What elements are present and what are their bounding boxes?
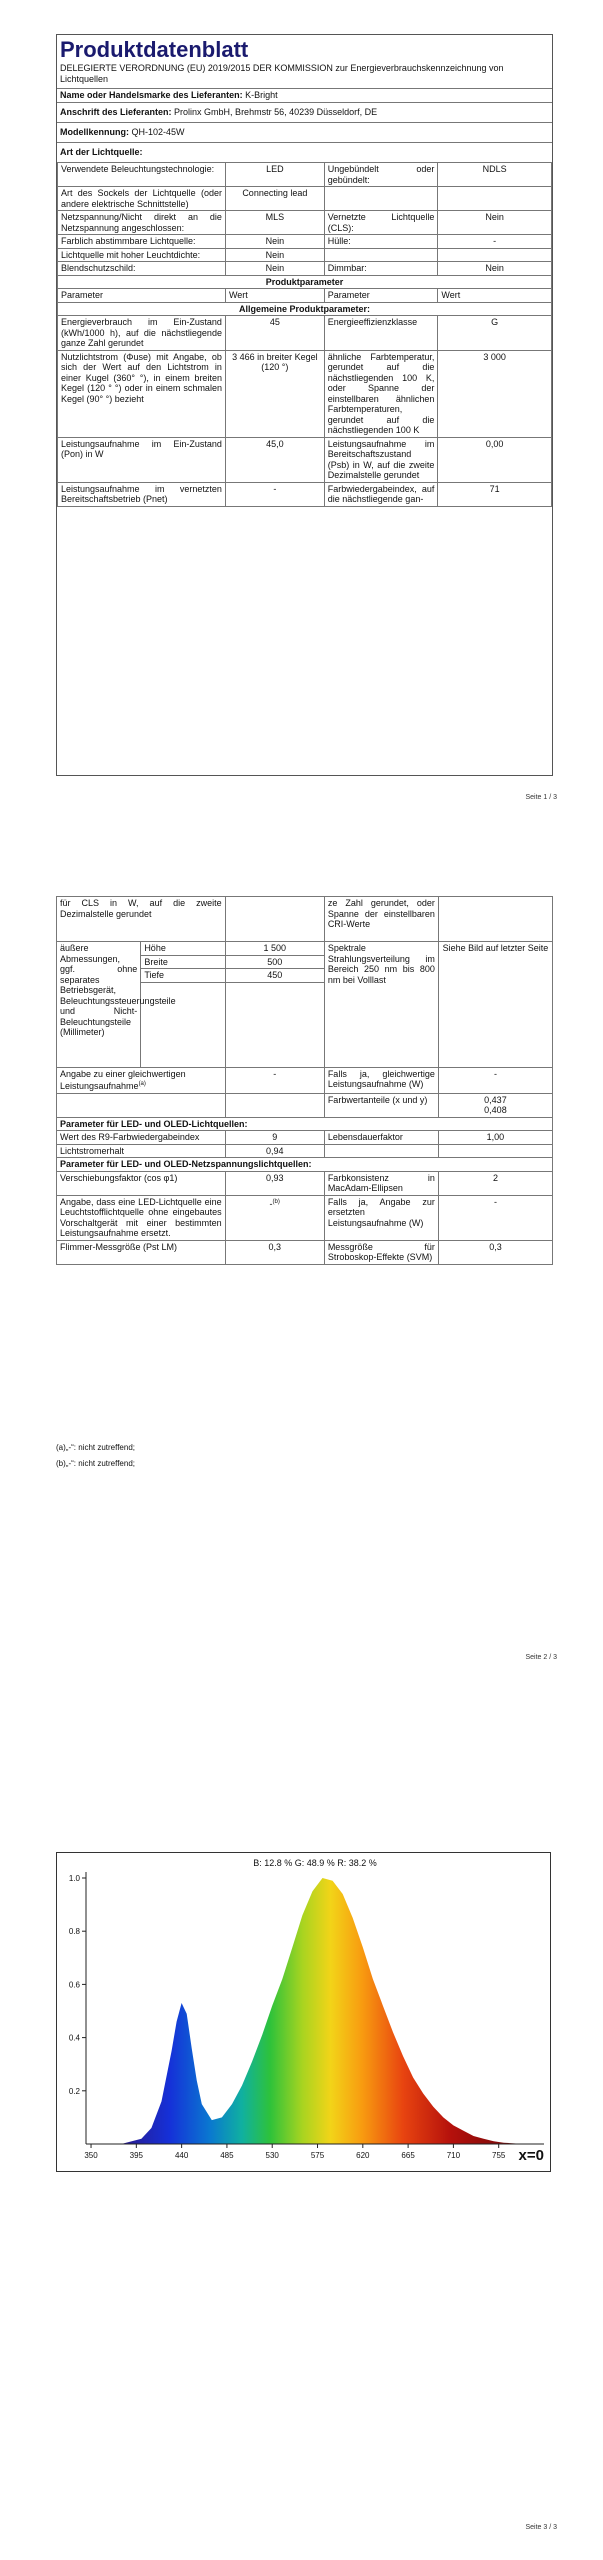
- led-params-heading: Parameter für LED- und OLED-Lichtquellen:: [57, 1117, 553, 1131]
- table-row: Verwendete Beleuchtungstechnologie: LED Ungebündelt oder gebündelt: NDLS: [58, 163, 552, 187]
- supplier-address-label: Anschrift des Lieferanten:: [60, 107, 172, 117]
- table-row: Verschiebungsfaktor (cos φ1) 0,93 Farbkonsistenz in MacAdam-Ellipsen 2: [57, 1171, 553, 1195]
- supplier-name-row: [57, 88, 552, 102]
- x-tick-label: 575: [310, 2151, 325, 2160]
- table-row: Breite 500: [57, 955, 553, 969]
- spectral-distribution-chart: [56, 1852, 551, 2172]
- table-row: Lichtstromerhalt 0,94: [57, 1144, 553, 1158]
- table-row: Lichtquelle mit hoher Leuchtdichte: Nein: [58, 248, 552, 262]
- corner-label: x=0: [518, 2147, 544, 2164]
- params-header-row: Parameter Wert Parameter Wert: [58, 289, 552, 303]
- table-row: Farblich abstimmbare Lichtquelle: Nein Hülle: -: [58, 235, 552, 249]
- model-id: QH-102-45W: [131, 127, 185, 137]
- page-number: Seite 1 / 3: [525, 794, 557, 801]
- params-table-continued: [56, 896, 553, 1265]
- page-1: [0, 0, 603, 801]
- page-2: [0, 880, 603, 1700]
- table-row: Leistungsaufnahme im Ein-Zustand (Pon) in W 45,0 Leistungsaufnahme im Bereitschaftszustand (Psb) in W, auf die zweite Dezimalstelle gerundet 0,00: [58, 437, 552, 482]
- y-tick-label: 0.8: [68, 1927, 80, 1937]
- document-title: Produktdatenblatt: [60, 37, 249, 62]
- x-tick-label: 485: [220, 2151, 234, 2160]
- datasheet-page-1: [56, 34, 553, 776]
- table-row: Angabe zu einer gleichwertigen Leistungsaufnahme$^{(a)}$ - Falls ja, gleichwertige Leistungsaufnahme (W) -: [57, 1067, 553, 1093]
- table-row: Flimmer-Messgröße (Pst LM) 0,3 Messgröße für Stroboskop-Effekte (SVM) 0,3: [57, 1240, 553, 1264]
- footnote-b: (b)„-“: nicht zutreffend;: [56, 1459, 135, 1468]
- supplier-name-label: Name oder Handelsmarke des Lieferanten:: [60, 90, 243, 100]
- color-x: 0,437: [484, 1094, 507, 1105]
- x-tick-label: 395: [129, 2151, 144, 2160]
- general-params-heading: Allgemeine Produktparameter:: [58, 302, 552, 316]
- table-row: äußere Abmessungen, ggf. ohne separates Betriebsgerät, Beleuchtungssteuerungsteile und Nicht-Beleuchtungsteile (Millimeter) Höhe 1 500 Spektrale Strahlungsverteilung im Bereich 250 nm bis 800 nm bei Volllast Siehe Bild auf letzter Seite: [57, 942, 553, 956]
- model-row: [57, 122, 552, 142]
- table-row: Nutzlichtstrom (Φuse) mit Angabe, ob sich der Wert auf den Lichtstrom in einer Kugel (360° °), in einem breiten Kegel (120 ° °) oder in einem schmalen Kegel (90° °) bezieht 3 466 in breiter Kegel (120 °) ähnliche Farbtemperatur, gerundet auf die nächstliegenden 100 K, oder Spanne der einstellbaren ähnlichen Farbtemperaturen, gerundet auf die nächstliegenden 100 K 3 000: [58, 350, 552, 437]
- x-tick-label: 665: [401, 2151, 415, 2160]
- page-number: Seite 2 / 3: [525, 1654, 557, 1661]
- y-tick-label: 0.4: [68, 2033, 80, 2043]
- table-row: Netzspannung/Nicht direkt an die Netzspannung angeschlossen: MLS Vernetzte Lichtquelle (CLS): Nein: [58, 211, 552, 235]
- x-tick-label: 620: [356, 2151, 370, 2160]
- table-row: für CLS in W, auf die zweite Dezimalstelle gerundet ze Zahl gerundet, oder Spanne der einstellbaren CRI-Werte: [57, 897, 553, 942]
- mains-params-heading: Parameter für LED- und OLED-Netzspannungslichtquellen:: [57, 1158, 553, 1172]
- y-tick-label: 1.0: [68, 1874, 80, 1883]
- page-number: Seite 3 / 3: [525, 2524, 557, 2531]
- table-row: Energieverbrauch im Ein-Zustand (kWh/1000 h), auf die nächstliegende ganze Zahl gerundet 45 Energieeffizienzklasse G: [58, 316, 552, 351]
- supplier-address: Prolinx GmbH, Brehmstr 56, 40239 Düsseldorf, DE: [174, 107, 378, 117]
- table-row: Wert des R9-Farbwiedergabeindex 9 Lebensdauerfaktor 1,00: [57, 1131, 553, 1145]
- table-row: Angabe, dass eine LED-Lichtquelle eine Leuchtstofflichtquelle ohne eingebautes Vorschaltgerät mit einer bestimmten Leistungsaufnahme ersetzt. -$^{(b)}$ Falls ja, Angabe zur ersetzten Leistungsaufnahme (W) -: [57, 1195, 553, 1240]
- table-row: Blendschutzschild: Nein Dimmbar: Nein: [58, 262, 552, 276]
- table-row: Farbwertanteile (x und y) 0,437 0,408: [57, 1093, 553, 1117]
- y-tick-label: 0.2: [68, 2086, 80, 2096]
- light-source-type-heading: Art der Lichtquelle:: [57, 142, 552, 162]
- chart-title: B: 12.8 % G: 48.9 % R: 38.2 %: [253, 1858, 377, 1868]
- supplier-name: K-Bright: [245, 90, 278, 100]
- x-tick-label: 440: [174, 2151, 189, 2160]
- color-y: 0,408: [484, 1105, 507, 1115]
- regulation-text: DELEGIERTE VERORDNUNG (EU) 2019/2015 DER KOMMISSION zur Energieverbrauchskennzeichnung von Lichtquellen: [60, 63, 504, 84]
- type-table: [57, 162, 552, 507]
- table-row: Tiefe 450: [57, 969, 553, 983]
- model-label: Modellkennung:: [60, 127, 129, 137]
- footnote-a: (a)„-“: nicht zutreffend;: [56, 1443, 135, 1452]
- x-tick-label: 755: [492, 2151, 506, 2160]
- y-tick-label: 0.6: [68, 1980, 80, 1990]
- x-tick-label: 710: [446, 2151, 461, 2160]
- table-row: Art des Sockels der Lichtquelle (oder andere elektrische Schnittstelle) Connecting lead: [58, 187, 552, 211]
- product-params-heading: Produktparameter: [58, 275, 552, 289]
- x-tick-label: 350: [84, 2151, 98, 2160]
- table-row: Leistungsaufnahme im vernetzten Bereitschaftsbetrieb (Pnet) - Farbwiedergabeindex, auf die nächstliegende gan- 71: [58, 482, 552, 506]
- supplier-address-row: [57, 102, 552, 122]
- x-tick-label: 530: [265, 2151, 279, 2160]
